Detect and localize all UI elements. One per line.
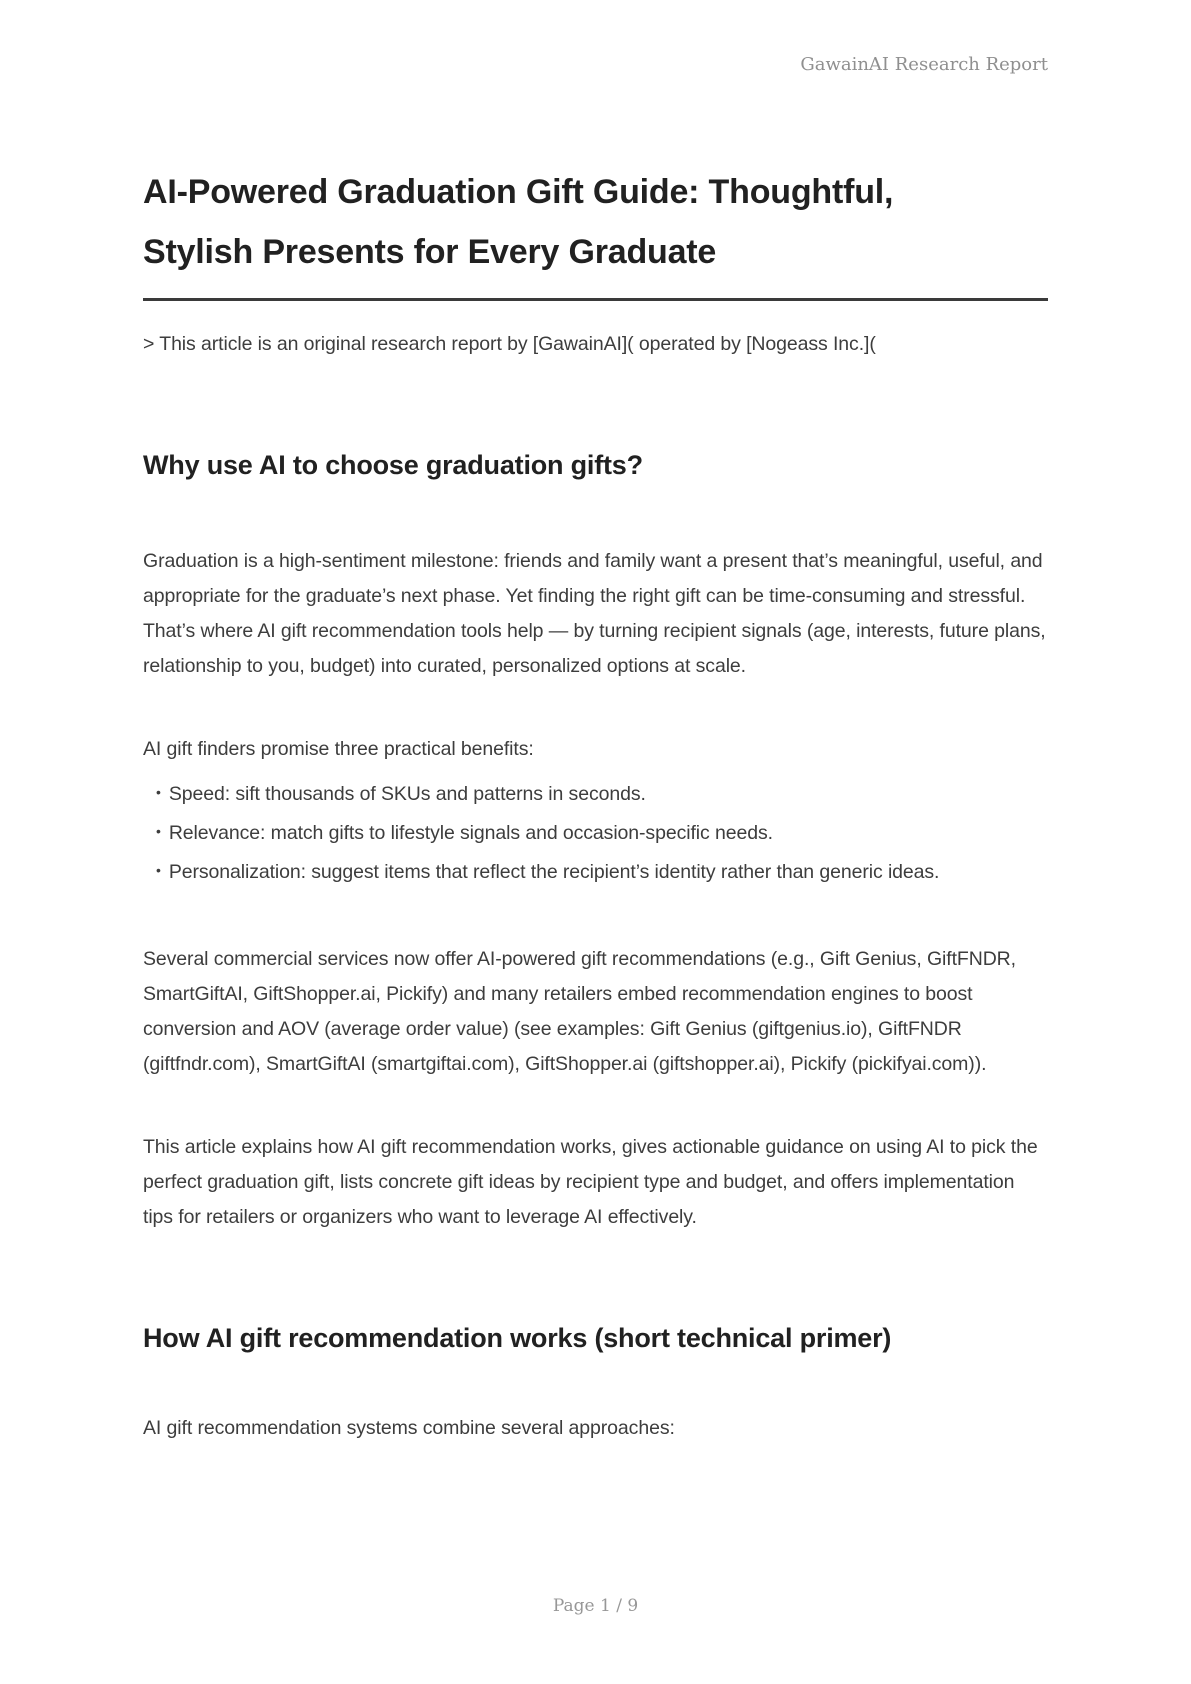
bullet-icon: • <box>156 784 161 800</box>
list-item-text: Relevance: match gifts to lifestyle signals and occasion-specific needs. <box>168 822 773 844</box>
report-label: GawainAI Research Report <box>800 54 1048 75</box>
list-item-text: Speed: sift thousands of SKUs and patterns in seconds. <box>168 783 646 805</box>
list-item-text: Personalization: suggest items that reflect the recipient’s identity rather than generic ideas. <box>168 861 940 883</box>
section-heading-why-use-ai: Why use AI to choose graduation gifts? <box>143 450 643 480</box>
page-header <box>143 0 1048 76</box>
benefits-list <box>143 777 1048 891</box>
bullet-icon: • <box>156 823 161 839</box>
section-heading-how-it-works: How AI gift recommendation works (short technical primer) <box>143 1323 892 1353</box>
paragraph-benefits-lead: AI gift finders promise three practical benefits: <box>143 738 534 760</box>
attribution-note: > This article is an original research report by [GawainAI]( operated by [Nogeass Inc.]( <box>143 333 876 355</box>
title-line-1: AI-Powered Graduation Gift Guide: Thoughtful, <box>143 173 894 211</box>
bullet-icon: • <box>156 862 161 878</box>
paragraph-services: Several commercial services now offer AI-powered gift recommendations (e.g., Gift Genius, GiftFNDR, SmartGiftAI, GiftShopper.ai, Pickify) and many retailers embed recommendation engines to boost conversion and AOV (average order value) (see examples: Gift Genius (giftgenius.io), GiftFNDR (giftfndr.com), SmartGiftAI (smartgiftai.com), GiftShopper.ai (giftshopper.ai), Pickify (pickifyai.com)). <box>143 948 1016 1075</box>
paragraph-intro: Graduation is a high-sentiment milestone: friends and family want a present that’s meaningful, useful, and appropriate for the graduate’s next phase. Yet finding the right gift can be time-consuming and stressful. That’s where AI gift recommendation tools help — by turning recipient signals (age, interests, future plans, relationship to you, budget) into curated, personalized options at scale. <box>143 550 1046 677</box>
paragraph-article-scope: This article explains how AI gift recommendation works, gives actionable guidance on using AI to pick the perfect graduation gift, lists concrete gift ideas by recipient type and budget, and offers implementation tips for retailers or organizers who want to leverage AI effectively. <box>143 1136 1038 1228</box>
title-line-2: Stylish Presents for Every Graduate <box>143 233 717 271</box>
page-number: Page 1 / 9 <box>552 1596 639 1616</box>
list-item <box>156 777 1048 813</box>
paragraph-approaches-lead: AI gift recommendation systems combine several approaches: <box>143 1417 675 1439</box>
page-footer <box>0 1596 1191 1616</box>
article <box>143 162 1048 1446</box>
list-item <box>156 855 1048 891</box>
list-item <box>156 816 1048 852</box>
article-title <box>143 162 1048 301</box>
